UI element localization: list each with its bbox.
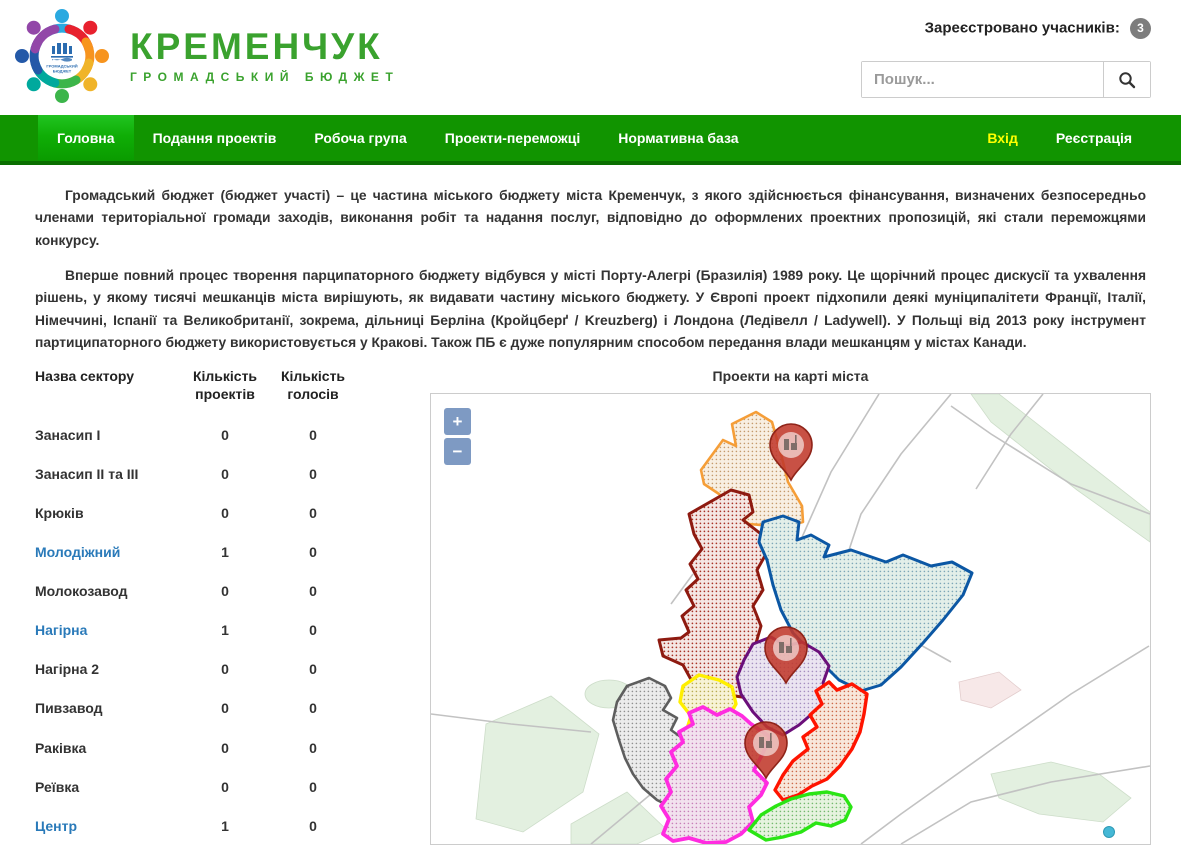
search-button[interactable] (1103, 62, 1150, 97)
logo-people-circle-icon (12, 6, 112, 106)
nav-right-group (968, 115, 1151, 161)
map-sector-green[interactable] (749, 792, 851, 840)
sector-votes: 0 (309, 426, 317, 443)
sector-votes: 0 (309, 739, 317, 756)
table-row (35, 689, 357, 728)
sector-name: Пивзавод (35, 700, 103, 717)
sector-votes: 0 (309, 466, 317, 483)
main-content (0, 165, 1181, 845)
map-area-industrial (959, 672, 1021, 708)
nav-item-login[interactable]: Вхід (987, 130, 1018, 146)
city-map-canvas[interactable] (431, 394, 1150, 844)
map-zoom-out-button[interactable]: − (444, 438, 471, 465)
intro-paragraph-2: Вперше повний процес творення парципаторного бюджету відбувся у місті Порту-Алегрі (Бразилія) 1989 року. Це щорічний процес дискусії та ухвалення рішень, у якому тисячі мешканців міста вирішують, як видавати частину міського бюджету. У Європі проект підхопили деякі муніципалітети Франції, Італії, Німеччині, Іспанії та Великобританії, зокрема, дільниці Берліна (Кройцберґ / Kreuzberg) і Лондона (Ледівелл / Ladywell). У Польщі від 2013 року інструмент партиципаторного бюджету використовується у Кракові. Також ПБ є дуже популярним способом передання влади мешканцям у містах Канади. (35, 268, 1146, 351)
table-row (35, 767, 357, 806)
main-navbar (0, 115, 1181, 165)
search-input[interactable] (862, 62, 1103, 97)
sector-projects: 0 (221, 700, 229, 717)
sector-projects: 1 (221, 622, 229, 639)
map-section (430, 368, 1151, 845)
logo-emblem-text-line1: ГРОМАДСЬКИЙ (46, 63, 78, 69)
logo-emblem-text-line2: БЮДЖЕТ (52, 68, 72, 74)
sector-link-tsentr[interactable]: Центр (35, 817, 78, 834)
map-dot-marker[interactable] (1104, 827, 1115, 838)
sector-projects: 0 (221, 426, 229, 443)
sector-votes: 0 (309, 622, 317, 639)
registered-users-count-badge: 3 (1130, 18, 1151, 39)
logo-title: КРЕМЕНЧУК (130, 25, 383, 67)
sector-projects: 1 (221, 544, 229, 561)
map-zoom-in-button[interactable]: + (444, 408, 471, 435)
intro-paragraph-1: Громадський бюджет (бюджет участі) – це частина міського бюджету міста Кременчук, з якого здійснюється фінансування, визначених безпосередньо членами територіальної громади заходів, виконання робіт та надання послуг, відповідно до оформлених проектних пропозицій, які стали переможцями конкурсу. (35, 188, 1146, 248)
sector-name: Реївка (35, 778, 80, 795)
sector-link-molodizhnyi[interactable]: Молодіжний (35, 544, 121, 561)
table-row (35, 494, 357, 533)
sector-projects: 0 (221, 505, 229, 522)
sector-name: Молокозавод (35, 583, 128, 600)
search-bar (861, 61, 1151, 98)
nav-item-submit-project[interactable]: Подання проектів (152, 130, 277, 146)
nav-item-working-group[interactable]: Робоча група (314, 130, 407, 146)
logo-subtitle: ГРОМАДСЬКИЙ БЮДЖЕТ (130, 70, 400, 85)
table-row (35, 611, 357, 650)
nav-item-register[interactable]: Реєстрація (1055, 130, 1132, 146)
sector-projects: 1 (221, 817, 229, 834)
sector-link-nahirna[interactable]: Нагірна (35, 622, 88, 639)
sector-votes: 0 (309, 505, 317, 522)
search-icon (1118, 71, 1136, 89)
sector-votes: 0 (309, 817, 317, 834)
site-logo[interactable] (12, 6, 399, 106)
nav-left-group (38, 115, 758, 161)
col-header-projects: Кількість проектів (192, 368, 258, 402)
nav-item-normative-base[interactable]: Нормативна база (618, 130, 739, 146)
registered-users-label: Зареєстровано учасників: (924, 19, 1120, 37)
table-row (35, 533, 357, 572)
sector-projects: 0 (221, 466, 229, 483)
sectors-table (35, 368, 357, 845)
table-row (35, 728, 357, 767)
table-row (35, 454, 357, 493)
site-header (0, 0, 1181, 115)
nav-item-home[interactable]: Головна (38, 115, 134, 161)
map-zoom-controls (444, 408, 471, 468)
city-map[interactable] (430, 393, 1151, 845)
table-row (35, 650, 357, 689)
col-header-sector-name: Назва сектору (35, 368, 135, 385)
sector-projects: 0 (221, 778, 229, 795)
sector-projects: 0 (221, 739, 229, 756)
registered-users (861, 18, 1151, 39)
col-header-votes: Кількість голосів (280, 368, 346, 402)
sector-name: Крюків (35, 505, 84, 522)
sector-votes: 0 (309, 778, 317, 795)
sector-name: Раківка (35, 739, 87, 756)
sector-name: Нагірна 2 (35, 661, 100, 678)
nav-item-winner-projects[interactable]: Проекти-переможці (444, 130, 581, 146)
table-row (35, 415, 357, 454)
sector-votes: 0 (309, 661, 317, 678)
table-row (35, 806, 357, 845)
sector-projects: 0 (221, 661, 229, 678)
sector-name: Занасип І (35, 426, 101, 443)
sector-votes: 0 (309, 544, 317, 561)
logo-text (130, 25, 400, 85)
map-title: Проекти на карті міста (712, 368, 869, 385)
sector-name: Занасип ІІ та ІІІ (35, 466, 139, 483)
table-row (35, 572, 357, 611)
sector-projects: 0 (221, 583, 229, 600)
sector-votes: 0 (309, 700, 317, 717)
sector-votes: 0 (309, 583, 317, 600)
